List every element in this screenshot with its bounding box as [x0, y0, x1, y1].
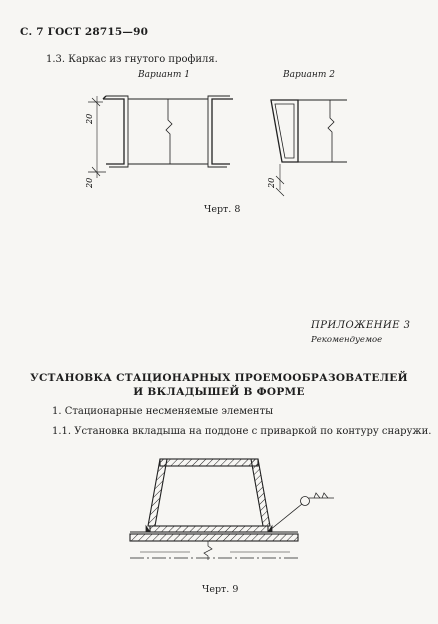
- main-title-line-2: И ВКЛАДЫШЕЙ В ФОРМЕ: [133, 386, 305, 398]
- insert-top-wall: [160, 459, 258, 466]
- page-header: С. 7 ГОСТ 28715—90: [20, 26, 149, 38]
- insert-right-wall: [251, 459, 270, 526]
- insert-left-wall: [148, 459, 167, 526]
- variant-2-label: Вариант 2: [283, 70, 335, 80]
- v2-dim-label: 20: [267, 177, 276, 188]
- section-1-heading: 1. Стационарные несменяемые элементы: [52, 406, 274, 417]
- section-1-1-text: 1.1. Установка вкладыша на поддоне с приваркой по контуру снаружи.: [52, 426, 432, 437]
- v1-dim-label-bottom: 20: [85, 177, 94, 188]
- v1-dim-label-top: 20: [85, 113, 94, 124]
- appendix-subtitle: Рекомендуемое: [311, 335, 383, 345]
- main-title-line-1: УСТАНОВКА СТАЦИОНАРНЫХ ПРОЕМООБРАЗОВАТЕЛЕЙ: [30, 372, 408, 384]
- appendix-title: ПРИЛОЖЕНИЕ 3: [311, 320, 411, 331]
- weld-symbol-circle: [301, 497, 310, 506]
- insert-bottom-plate: [150, 526, 268, 532]
- variant-1-label: Вариант 1: [138, 70, 190, 80]
- section-1-3-text: 1.3. Каркас из гнутого профиля.: [46, 54, 218, 65]
- figure-9-caption: Черт. 9: [202, 584, 239, 595]
- figure-8-caption: Черт. 8: [204, 204, 241, 215]
- pallet: [130, 534, 298, 541]
